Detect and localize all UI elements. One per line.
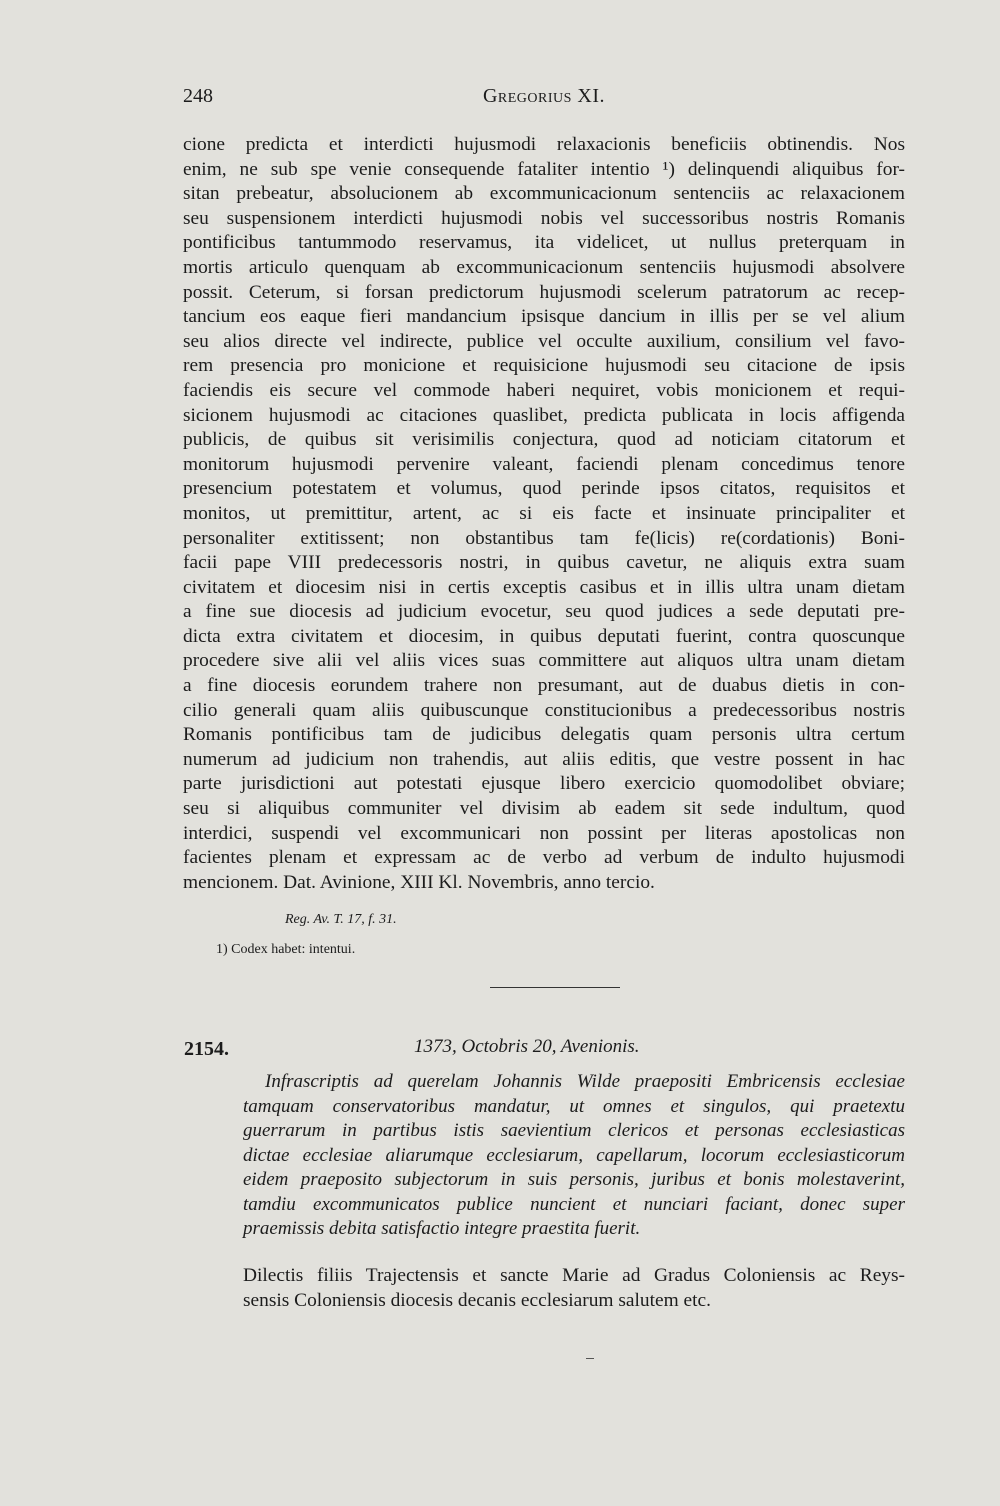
body-line: a fine diocesis eorundem trahere non presumant, aut de duabus dietis in con- <box>183 675 905 697</box>
body-line: seu si aliquibus communiter vel divisim ab eadem sit sede indultum, quod <box>183 798 905 820</box>
page-number: 248 <box>183 85 213 107</box>
body-line: facii pape VIII predecessoris nostri, in quibus cavetur, ne aliquis extra suam <box>183 552 905 574</box>
document-date: 1373, Octobris 20, Avenionis. <box>414 1036 640 1057</box>
summary-line: tamquam conservatoribus mandatur, ut omnes et singulos, qui praetextu <box>243 1095 905 1117</box>
body-line: enim, ne sub spe venie consequende fataliter intentio ¹) delinquendi aliquibus for- <box>183 158 905 180</box>
body-line: numerum ad judicium non trahendis, aut aliis editis, que vestre possent in hac <box>183 748 905 770</box>
document-number: 2154. <box>184 1038 229 1060</box>
document-summary <box>243 1070 905 1242</box>
body-line: mencionem. Dat. Avinione, XIII Kl. Novembris, anno tercio. <box>183 871 655 893</box>
running-title: Gregorius XI. <box>482 85 606 107</box>
body-line: presencium potestatem et volumus, quod perinde ipsos citatos, requisitos et <box>183 478 905 500</box>
summary-line: guerrarum in partibus istis saevientium clericos et personas ecclesiasticas <box>243 1120 905 1141</box>
body-line: pontificibus tantummodo reservamus, ita videlicet, ut nullus preterquam in <box>183 232 905 254</box>
body-line: tancium eos eaque fieri mandancium ipsisque dancium in illis per se vel alium <box>183 306 905 328</box>
body-line: a fine sue diocesis ad judicium evocetur, seu quod judices a sede deputati pre- <box>183 601 905 623</box>
body-line: mortis articulo quenquam ab excommunicacionum sentenciis hujusmodi absolvere <box>183 256 905 278</box>
bottom-dash-mark <box>586 1358 594 1359</box>
body-line: monitos, ut premittitur, artent, ac si eis facte et insinuate principaliter et <box>183 502 905 524</box>
summary-line: eidem praeposito subjectorum in suis personis, juribus et bonis molestaverint, <box>243 1169 905 1190</box>
body-line: civitatem et diocesim nisi in certis exceptis casibus et in illis ultra unam dietam <box>183 576 905 598</box>
summary-line: dictae ecclesiae aliarumque ecclesiarum, capellarum, locorum ecclesiasticorum <box>243 1144 905 1166</box>
body-line: seu alios directe vel indirecte, publice vel occulte auxilium, consilium vel favo- <box>183 330 905 352</box>
body-line: sitan prebeatur, absolucionem ab excommunicacionum sentenciis ac relaxacionem <box>183 183 905 205</box>
main-body-text <box>183 133 905 895</box>
body-line: personaliter extitissent; non obstantibus tam fe(licis) re(cordationis) Boni- <box>183 527 905 549</box>
body-line: Romanis pontificibus tam de judicibus delegatis quam personis ultra certum <box>183 724 905 746</box>
body-line: procedere sive alii vel aliis vices suas committere aut aliquos ultra unam dietam <box>183 650 905 672</box>
summary-line: tamdiu excommunicatos publice nuncient et nunciari faciant, donec super <box>243 1193 905 1215</box>
body-line: publicis, de quibus sit verisimilis conjectura, quod ad noticiam citatorum et <box>183 429 905 451</box>
address-line: Dilectis filiis Trajectensis et sancte Marie ad Gradus Coloniensis ac Reys- <box>243 1265 905 1286</box>
address-line: sensis Coloniensis diocesis decanis ecclesiarum salutem etc. <box>243 1290 711 1311</box>
body-line: monitorum hujusmodi pervenire valeant, faciendi plenam concedimus tenore <box>183 453 905 475</box>
body-line: faciendis eis secure vel commode haberi nequiret, vobis monicionem et requi- <box>183 379 905 401</box>
body-line: cione predicta et interdicti hujusmodi relaxacionis beneficiis obtinendis. Nos <box>183 134 905 155</box>
body-line: possit. Ceterum, si forsan predictorum hujusmodi scelerum patratorum ac recep- <box>183 281 905 303</box>
source-reference: Reg. Av. T. 17, f. 31. <box>285 912 397 927</box>
body-line: cilio generali quam aliis quibuscunque constitucionibus a predecessoribus nostris <box>183 699 905 721</box>
summary-line: Infrascriptis ad querelam Johannis Wilde praepositi Embricensis ecclesiae <box>265 1071 905 1092</box>
summary-line: praemissis debita satisfactio integre praestita fuerit. <box>243 1218 641 1239</box>
body-line: sicionem hujusmodi ac citaciones quaslibet, predicta publicata in locis affigenda <box>183 404 905 426</box>
section-divider <box>490 987 620 988</box>
body-line: facientes plenam et expressam ac de verbo ad verbum de indulto hujusmodi <box>183 847 905 869</box>
footnote: 1) Codex habet: intentui. <box>216 942 356 957</box>
body-line: seu suspensionem interdicti hujusmodi nobis vel successoribus nostris Romanis <box>183 207 905 229</box>
body-line: interdici, suspendi vel excommunicari non possint per literas apostolicas non <box>183 822 905 844</box>
page-header <box>183 85 905 115</box>
body-line: dicta extra civitatem et diocesim, in quibus deputati fuerint, contra quoscunque <box>183 625 905 647</box>
body-line: rem presencia pro monicione et requisicione hujusmodi seu citacione de ipsis <box>183 355 905 377</box>
body-line: parte jurisdictioni aut potestati ejusque libero exercicio quomodolibet obviare; <box>183 773 905 795</box>
document-address <box>243 1263 905 1313</box>
